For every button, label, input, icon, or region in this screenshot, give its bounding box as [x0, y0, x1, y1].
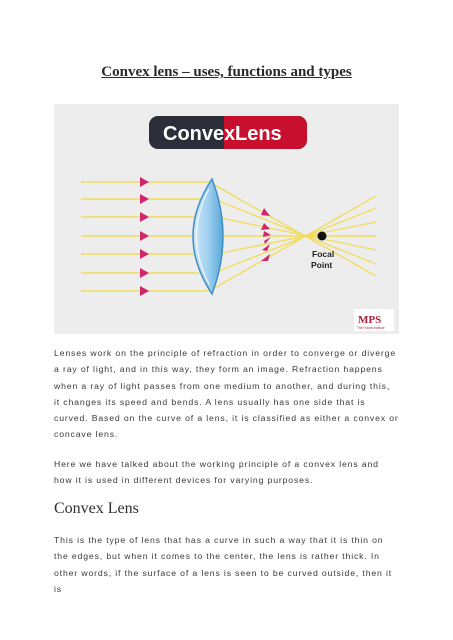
convex-lens-figure	[54, 104, 399, 334]
logo-subtext: The Future Institute	[357, 326, 385, 330]
incoming-arrows	[140, 177, 149, 296]
paragraph-convex-definition: This is the type of lens that has a curve in such a way that it is thin on the edges, but when it comes to the center, the lens is rather thick. In other words, if the surface of a lens is seen to be curved outside, then it is	[54, 535, 393, 594]
title-banner	[149, 116, 307, 149]
focal-label-1: Focal	[312, 249, 335, 259]
paragraph-intro: Here we have talked about the working principle of a convex lens and how it is used in different devices for varying purposes.	[54, 459, 379, 486]
focal-point-dot	[318, 232, 327, 241]
focal-label-2: Point	[311, 260, 333, 270]
paragraph-refraction: Lenses work on the principle of refraction in order to converge or diverge a ray of light, and in this way, they form an image. Refraction happens when a ray of light passes from one medium to another, and during this, it changes its speed and bends. A lens usually has one side that is curved. Based on the curve of a lens, it is classified as either a convex or concave lens.	[54, 348, 399, 440]
logo-text: MPS	[358, 314, 382, 326]
banner-text-convex: Convex	[163, 123, 236, 145]
refracted-rays	[209, 182, 376, 291]
mps-logo	[354, 309, 394, 331]
page-title: Convex lens – uses, functions and types	[101, 64, 352, 80]
convex-lens-shape	[193, 179, 223, 294]
banner-text-lens: Lens	[235, 123, 282, 145]
section-heading-convex-lens: Convex Lens	[54, 500, 139, 517]
convex-lens-diagram	[54, 104, 399, 334]
